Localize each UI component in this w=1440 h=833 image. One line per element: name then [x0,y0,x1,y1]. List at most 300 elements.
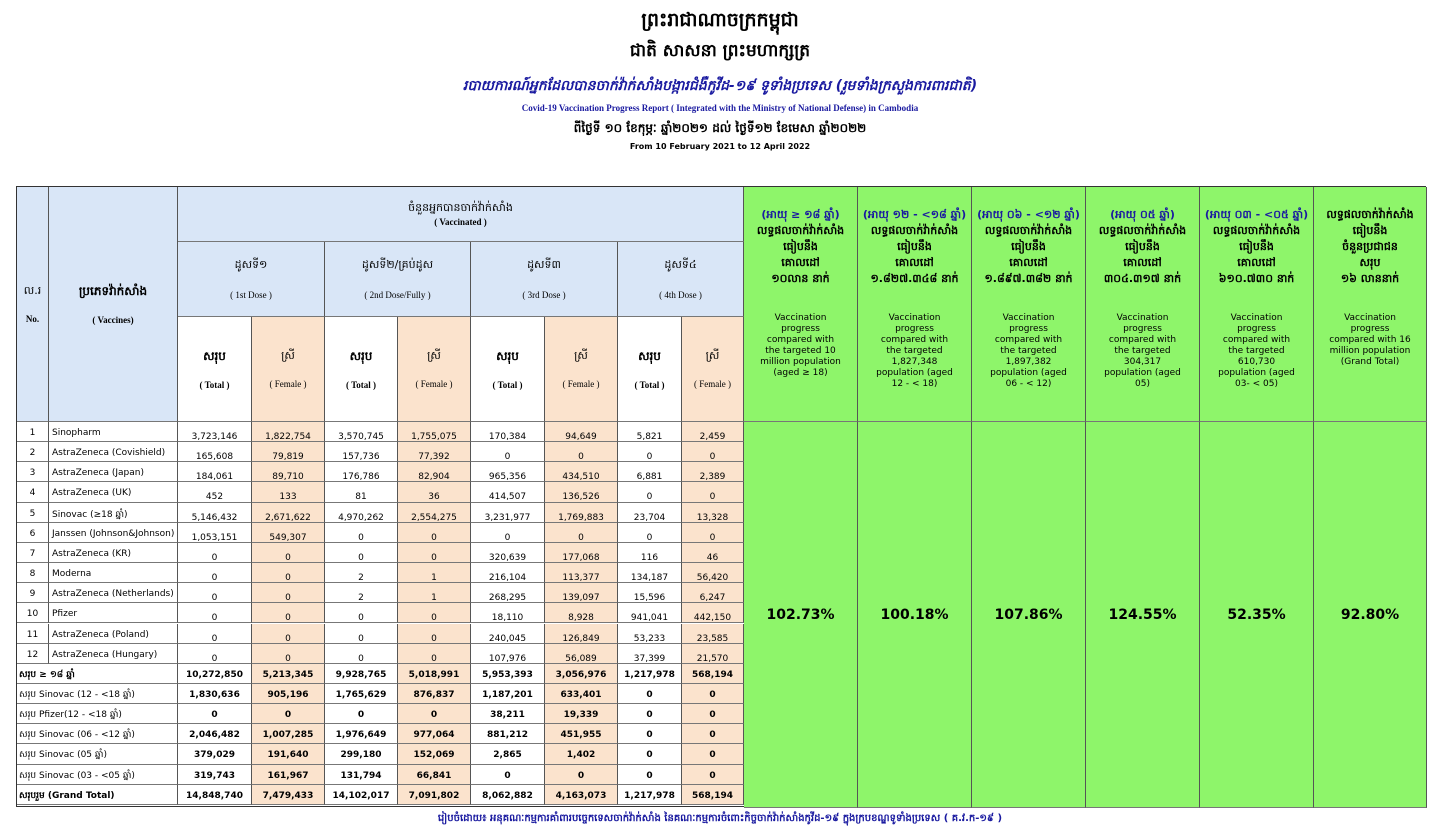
progress-description-en: Vaccination progress compared with the targeted 10 million population (aged ≥ 18) [760,313,841,378]
value-text: 89,710 [272,472,304,483]
value-text: 13,328 [696,512,729,523]
motto-heading: ជាតិ សាសនា ព្រះមហាក្សត្រ [629,41,811,61]
summary-female-value [682,664,744,684]
summary-female-value [545,785,618,805]
total-value [471,442,545,462]
value-text: 452 [205,492,224,503]
value-text: 56,089 [565,653,597,664]
value-text: 157,736 [342,452,380,463]
value-text: 0 [358,552,364,563]
female-header-km: ស្រី [574,349,588,362]
total-value [618,482,682,502]
value-text: 176,786 [342,472,380,483]
no-header-en: No. [25,314,40,324]
vaccine-name [49,422,178,442]
summary-value-text: 0 [211,710,218,721]
summary-value-text: 0 [709,730,716,741]
value-text: 0 [709,532,716,543]
total-value [325,563,398,583]
summary-value-text: 1,830,636 [189,689,240,700]
total-value [325,603,398,623]
summary-value-text: 38,211 [490,710,525,721]
value-text: 965,356 [488,472,527,483]
value-text: 170,384 [488,432,527,442]
value-text: 5,821 [636,432,663,442]
total-header-en: ( Total ) [199,380,230,390]
female-value [252,644,325,664]
vaccine-name-text: AstraZeneca (Poland) [52,629,149,640]
summary-female-value [252,664,325,684]
vaccine-name [49,624,178,644]
dose-label-en: ( 2nd Dose/Fully ) [364,290,431,300]
summary-total-value [471,765,545,785]
summary-total-value [618,744,682,764]
female-header [252,317,325,422]
total-value [178,442,252,462]
progress-header-1 [744,187,858,422]
value-text: 0 [709,492,716,503]
female-header-en: ( Female ) [694,379,731,389]
summary-value-text: 4,163,073 [555,790,607,801]
female-value [545,624,618,644]
row-number [17,624,49,644]
prepared-by-footer: រៀបចំដោយ៖ អនុគណៈកម្មការគាំពារបច្ចេកទេសចាក់វ៉ាក់សាំង នៃគណៈកម្មការចំពោះកិច្ចចាក់វ៉ាក់សាំងកូវីដ-១៩ ក្នុងក្របខណ្ឌទូទាំងប្រទេស ( គ.វ.ក-១៩ ) [437,813,1003,824]
value-text: 0 [285,633,291,644]
value-text: 0 [578,532,584,543]
total-value [178,523,252,543]
progress-line-2: ធៀបនឹង [783,240,818,253]
value-text: 0 [431,532,437,543]
summary-label [17,684,178,704]
no-header-km: ល.រ [23,284,42,297]
row-number [17,523,49,543]
total-value [471,523,545,543]
summary-total-value [471,704,545,724]
progress-line-1: លទ្ធផលចាក់វ៉ាក់សាំង [870,224,959,237]
value-text: 126,849 [562,633,600,644]
progress-percentage: 107.86% [994,606,1063,623]
total-value [178,422,252,442]
value-text: 2,671,622 [265,512,311,523]
value-text: 240,045 [488,633,527,644]
summary-value-text: 568,194 [692,790,733,801]
female-value [252,422,325,442]
progress-line-1: លទ្ធផលចាក់វ៉ាក់សាំង [984,224,1073,237]
value-text: 6,247 [699,593,726,604]
summary-label-text: សរុប Pfizer(12 - <18 ឆ្នាំ) [19,710,122,721]
total-value [325,422,398,442]
summary-female-value [682,724,744,744]
progress-line-2: ចំនួនប្រជាជន [1342,240,1398,253]
summary-value-text: 9,928,765 [335,669,387,680]
progress-description-en: Vaccination progress compared with the targeted 1,827,348 population (aged 12 - < 18) [876,313,953,389]
total-header-km: សរុប [203,349,226,363]
summary-total-value [178,724,252,744]
total-value [618,624,682,644]
progress-target: ១៦ លាននាក់ [1340,272,1400,285]
progress-target: ១.៨២៧.៣៤៨ នាក់ [870,272,959,285]
value-text: 46 [706,552,719,563]
summary-value-text: 7,091,802 [408,790,460,801]
female-value [682,543,744,563]
total-value [471,603,545,623]
total-value [325,482,398,502]
progress-line-3: គោលដៅ [895,256,934,269]
summary-value-text: 0 [709,770,716,781]
summary-female-value [545,724,618,744]
summary-label-text: សរុប Sinovac (06 - <12 ឆ្នាំ) [19,730,135,741]
summary-value-text: 5,953,393 [482,669,533,680]
female-value [682,624,744,644]
progress-line-3: គោលដៅ [1009,256,1048,269]
summary-value-text: 0 [646,730,653,741]
summary-value-text: 66,841 [416,770,452,781]
female-header-en: ( Female ) [562,379,600,389]
total-value [325,583,398,603]
total-header-en: ( Total ) [492,380,523,390]
value-text: 0 [646,532,653,543]
value-text: 133 [279,492,297,503]
female-value [252,462,325,482]
total-value [325,644,398,664]
summary-value-text: 0 [577,770,585,781]
female-value [398,422,471,442]
summary-female-value [252,704,325,724]
total-header-en: ( Total ) [634,380,665,390]
total-value [618,644,682,664]
row-number [17,583,49,603]
vaccine-name-text: Pfizer [52,609,78,620]
value-text: 1,755,075 [411,432,457,442]
female-header-en: ( Female ) [415,379,453,389]
progress-header-3 [972,187,1086,422]
female-value [545,422,618,442]
value-text: 2,389 [699,472,726,483]
progress-description-en: Vaccination progress compared with the targeted 304,317 population (aged 05) [1104,313,1181,389]
progress-header-5 [1200,187,1314,422]
summary-value-text: 152,069 [413,750,455,761]
summary-value-text: 0 [709,689,716,700]
total-value [471,503,545,523]
summary-total-value [325,724,398,744]
vaccine-name [49,603,178,623]
female-value [252,583,325,603]
summary-female-value [682,684,744,704]
dose-label-en: ( 1st Dose ) [230,290,272,300]
period-km: ពីថ្ងៃទី ១០ ខែកុម្ភៈ ឆ្នាំ២០២១ ដល់ ថ្ងៃទី១២ ខែមេសា ឆ្នាំ២០២២ [573,121,867,135]
value-text: 0 [285,573,291,584]
female-header-en: ( Female ) [269,379,307,389]
progress-percentage: 124.55% [1108,606,1177,623]
female-header-km: ស្រី [427,349,441,362]
total-value [471,543,545,563]
female-value [398,442,471,462]
row-number-text: 7 [29,548,36,559]
female-value [545,563,618,583]
vaccinated-band-en: ( Vaccinated ) [434,217,487,227]
total-value [618,442,682,462]
vaccine-name [49,523,178,543]
summary-value-text: 0 [709,750,716,761]
summary-value-text: 131,794 [340,770,382,781]
row-number [17,644,49,664]
total-header [471,317,545,422]
value-text: 549,307 [269,532,307,543]
summary-total-value [178,744,252,764]
value-text: 1,769,883 [558,512,604,523]
summary-female-value [252,684,325,704]
summary-total-value [618,724,682,744]
vaccine-name [49,503,178,523]
value-text: 113,377 [562,573,600,584]
summary-value-text: 0 [646,689,653,700]
total-value [325,442,398,462]
value-text: 0 [646,452,653,463]
female-header-km: ស្រី [281,349,295,362]
vaccine-header [49,187,178,422]
progress-target: ១.៨៩៧.៣៨២ នាក់ [984,272,1073,285]
dose-header-2 [325,242,471,317]
total-value [618,583,682,603]
summary-female-value [252,724,325,744]
vaccine-name [49,462,178,482]
progress-description-en: Vaccination progress compared with the targeted 1,897,382 population (aged 06 - < 12) [990,313,1067,389]
total-value [178,583,252,603]
summary-total-value [325,744,398,764]
summary-total-value [618,704,682,724]
value-text: 0 [211,593,218,604]
summary-female-value [398,724,471,744]
summary-female-value [545,704,618,724]
progress-description-en: Vaccination progress compared with 16 million population (Grand Total) [1329,313,1411,367]
summary-value-text: 977,064 [413,730,455,741]
value-text: 0 [211,552,218,563]
value-text: 53,233 [633,633,666,644]
vaccine-name-text: Moderna [52,569,92,580]
row-number [17,442,49,462]
dose-label-km: ដូសទី២/គ្រប់ដូស [361,258,434,271]
female-value [682,503,744,523]
total-header-km: សរុប [349,349,373,363]
progress-value-cell-6 [1314,422,1427,808]
summary-value-text: 0 [284,710,292,721]
row-number [17,422,49,442]
female-value [682,442,744,462]
female-value [398,543,471,563]
vaccine-name-text: AstraZeneca (Netherlands) [52,589,174,600]
progress-age-km: (អាយុ ០៣ - <០៥ ឆ្នាំ) [1204,208,1309,221]
vaccine-name-text: AstraZeneca (KR) [52,548,132,559]
female-header [682,317,744,422]
summary-value-text: 1,976,649 [335,730,387,741]
progress-line-2: ធៀបនឹង [1125,240,1160,253]
summary-value-text: 14,848,740 [186,790,243,801]
female-value [252,442,325,462]
summary-female-value [682,765,744,785]
summary-value-text: 0 [709,710,716,721]
value-text: 0 [285,593,291,604]
progress-line-3: សរុប [1359,256,1381,269]
value-text: 0 [578,452,584,463]
value-text: 77,392 [418,452,450,463]
summary-value-text: 1,187,201 [482,689,533,700]
female-value [682,462,744,482]
female-value [252,543,325,563]
value-text: 442,150 [693,613,732,624]
progress-target: ១០លាន នាក់ [771,272,830,285]
female-value [252,503,325,523]
female-value [682,563,744,583]
dose-label-en: ( 4th Dose ) [659,290,702,300]
total-value [178,462,252,482]
summary-value-text: 10,272,850 [186,669,243,680]
value-text: 5,146,432 [191,512,238,523]
total-header-en: ( Total ) [345,380,376,390]
value-text: 18,110 [491,613,524,624]
summary-value-text: 7,479,433 [262,790,314,801]
summary-label [17,724,178,744]
progress-percentage: 100.18% [880,606,949,623]
value-text: 1,053,151 [191,532,238,543]
female-value [252,482,325,502]
total-value [471,482,545,502]
vaccination-table [16,186,1426,807]
summary-total-value [325,704,398,724]
progress-header-6 [1314,187,1427,422]
summary-label-text: សរុប ≥ ១៨ ឆ្នាំ [19,669,75,680]
value-text: 0 [285,613,291,624]
summary-total-value [178,684,252,704]
female-header [545,317,618,422]
total-value [325,624,398,644]
progress-line-3: គោលដៅ [1237,256,1276,269]
female-value [545,644,618,664]
vaccine-name [49,644,178,664]
value-text: 37,399 [633,653,666,664]
summary-total-value [178,664,252,684]
value-text: 139,097 [562,593,600,604]
total-value [618,422,682,442]
female-value [398,603,471,623]
value-text: 414,507 [488,492,527,503]
row-number-text: 8 [29,569,36,580]
summary-total-value [325,785,398,805]
female-value [252,523,325,543]
summary-total-value [325,765,398,785]
summary-total-value [471,785,545,805]
female-value [545,482,618,502]
value-text: 0 [358,613,364,624]
female-value [398,563,471,583]
total-value [471,563,545,583]
female-value [682,523,744,543]
summary-female-value [398,744,471,764]
summary-value-text: 881,212 [487,730,528,741]
row-number [17,503,49,523]
summary-value-text: 0 [504,770,511,781]
value-text: 8,928 [568,613,594,624]
vaccinated-band [178,187,744,242]
female-value [682,644,744,664]
progress-description-en: Vaccination progress compared with the targeted 610,730 population (aged 03- < 05) [1218,313,1295,389]
total-value [325,462,398,482]
summary-female-value [252,744,325,764]
summary-value-text: 1,217,978 [624,790,675,801]
total-value [325,543,398,563]
summary-total-value [325,664,398,684]
progress-target: ៣០៤.៣១៧ នាក់ [1103,272,1182,285]
summary-total-value [618,765,682,785]
summary-value-text: 0 [646,770,653,781]
summary-female-value [398,664,471,684]
summary-total-value [471,724,545,744]
summary-female-value [252,765,325,785]
vaccine-header-en: ( Vaccines) [92,315,134,325]
row-number-text: 4 [29,488,36,499]
female-value [545,462,618,482]
summary-value-text: 5,018,991 [408,669,460,680]
value-text: 0 [285,552,291,563]
vaccine-name [49,543,178,563]
summary-value-text: 5,213,345 [262,669,314,680]
female-value [682,482,744,502]
total-value [618,543,682,563]
summary-female-value [545,765,618,785]
value-text: 0 [431,552,437,563]
progress-percentage: 92.80% [1340,606,1400,623]
value-text: 3,570,745 [338,432,384,442]
summary-value-text: 1,007,285 [262,730,314,741]
progress-value-cell-4 [1086,422,1200,808]
value-text: 941,041 [630,613,669,624]
row-number-text: 1 [29,428,36,438]
row-number-text: 5 [29,508,36,519]
value-text: 0 [211,633,218,644]
summary-value-text: 19,339 [563,710,599,721]
value-text: 2,459 [699,432,726,442]
summary-value-text: 876,837 [413,689,455,700]
value-text: 1 [431,573,437,584]
female-value [682,583,744,603]
value-text: 216,104 [488,573,527,584]
summary-value-text: 14,102,017 [332,790,390,801]
summary-value-text: 451,955 [560,730,602,741]
female-value [545,603,618,623]
total-value [178,482,252,502]
total-value [618,603,682,623]
total-value [471,462,545,482]
summary-female-value [398,785,471,805]
value-text: 0 [646,492,653,503]
summary-label [17,664,178,684]
summary-female-value [398,684,471,704]
summary-label [17,744,178,764]
summary-total-value [178,785,252,805]
value-text: 0 [358,532,364,543]
female-value [252,603,325,623]
total-header [618,317,682,422]
period-en: From 10 February 2021 to 12 April 2022 [629,142,811,151]
value-text: 134,187 [630,573,669,584]
female-value [398,523,471,543]
total-value [618,503,682,523]
progress-line-1: លទ្ធផលចាក់វ៉ាក់សាំង [1098,224,1187,237]
vaccine-name [49,442,178,462]
summary-value-text: 2,046,482 [189,730,240,741]
value-text: 177,068 [562,552,600,563]
summary-total-value [325,684,398,704]
row-number [17,482,49,502]
